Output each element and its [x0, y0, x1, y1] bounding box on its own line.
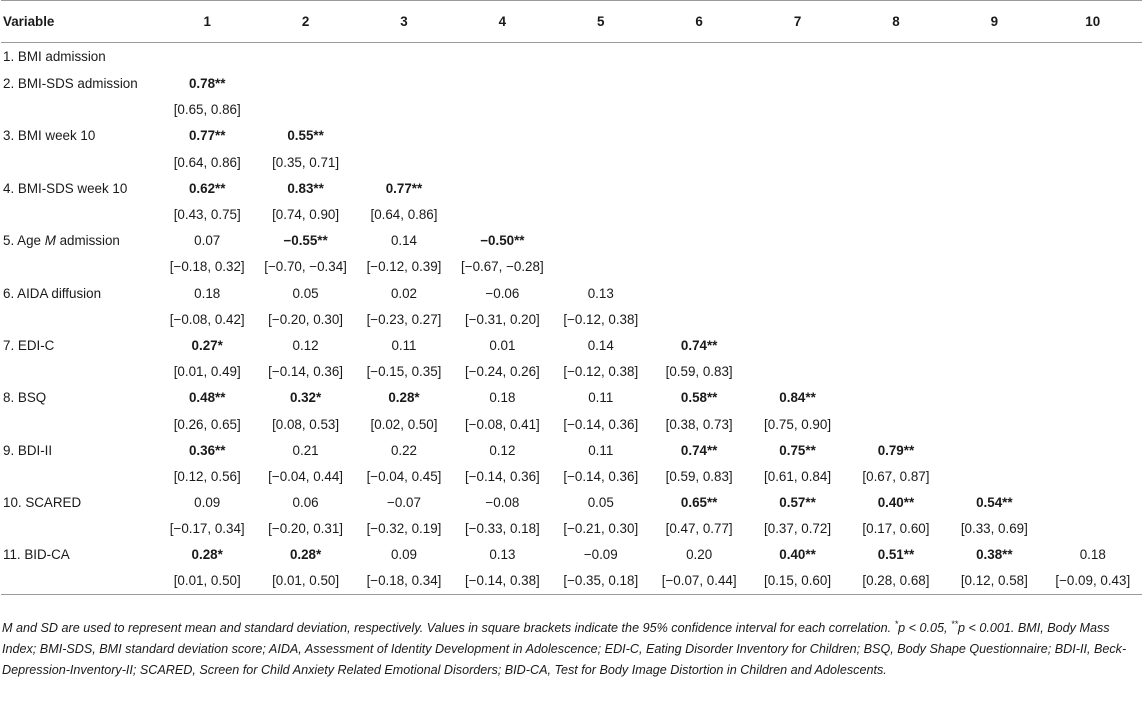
correlation-value: 0.14 — [587, 337, 614, 353]
confidence-interval: [−0.67, −0.28] — [461, 259, 544, 275]
header-col-6: 6 — [650, 1, 748, 43]
empty-cell — [847, 149, 945, 175]
table-row — [1, 175, 1142, 201]
confidence-interval: [0.12, 0.56] — [173, 468, 241, 484]
confidence-interval: [−0.08, 0.41] — [464, 416, 540, 432]
empty-cell — [256, 71, 354, 97]
correlation-value: 0.13 — [587, 285, 614, 301]
header-col-10: 10 — [1044, 1, 1142, 43]
header-col-5: 5 — [552, 1, 650, 43]
table-row — [1, 385, 1142, 411]
confidence-interval: [0.47, 0.77] — [665, 521, 733, 537]
empty-cell — [748, 332, 846, 358]
correlation-value: 0.84** — [779, 390, 816, 406]
correlation-value: 0.11 — [588, 442, 614, 458]
empty-cell — [1044, 228, 1142, 254]
correlation-value: −0.55** — [283, 233, 328, 249]
confidence-interval: [0.61, 0.84] — [764, 468, 832, 484]
empty-cell — [552, 254, 650, 280]
table-row — [1, 490, 1142, 516]
confidence-interval: [−0.14, 0.36] — [464, 468, 540, 484]
correlation-value: 0.62** — [188, 180, 226, 196]
table-row — [1, 71, 1142, 97]
confidence-interval: [0.17, 0.60] — [862, 521, 930, 537]
correlation-value: 0.79** — [877, 442, 915, 458]
correlation-value: −0.09 — [583, 547, 618, 563]
empty-cell — [945, 201, 1043, 227]
empty-cell — [453, 71, 551, 97]
confidence-interval: [−0.70, −0.34] — [264, 259, 347, 275]
table-row — [1, 228, 1142, 254]
row-label-pre: 5. Age — [3, 233, 45, 249]
correlation-value: 0.54** — [976, 495, 1013, 511]
empty-cell — [1, 201, 158, 227]
empty-cell — [650, 71, 748, 97]
empty-cell — [552, 228, 650, 254]
empty-cell — [1, 411, 158, 437]
confidence-interval: [0.33, 0.69] — [960, 521, 1028, 537]
row-label: 1. BMI admission — [3, 49, 106, 65]
row-label: 2. BMI-SDS admission — [3, 76, 138, 92]
empty-cell — [650, 175, 748, 201]
correlation-value: 0.58** — [680, 390, 718, 406]
empty-cell — [847, 306, 945, 332]
empty-cell — [945, 359, 1043, 385]
note-sd: SD — [40, 621, 59, 636]
confidence-interval: [−0.04, 0.44] — [268, 468, 343, 484]
confidence-interval: [−0.31, 0.20] — [464, 311, 540, 327]
empty-cell — [453, 149, 551, 175]
empty-cell — [355, 97, 453, 123]
empty-cell — [748, 306, 846, 332]
correlation-value: 0.48** — [188, 390, 226, 406]
header-col-9: 9 — [945, 1, 1043, 43]
correlation-value: 0.12 — [489, 442, 516, 458]
confidence-interval: [0.67, 0.87] — [862, 468, 930, 484]
empty-cell — [945, 149, 1043, 175]
ci-row — [1, 516, 1142, 542]
empty-cell — [256, 97, 354, 123]
correlation-value: 0.28* — [388, 390, 420, 406]
row-label-em: M — [44, 233, 56, 249]
empty-cell — [1044, 385, 1142, 411]
correlation-value: 0.09 — [390, 547, 417, 563]
empty-cell — [945, 254, 1043, 280]
ci-row — [1, 97, 1142, 123]
empty-cell — [847, 385, 945, 411]
empty-cell — [650, 43, 748, 71]
empty-cell — [1044, 306, 1142, 332]
confidence-interval: [0.38, 0.73] — [665, 416, 733, 432]
empty-cell — [847, 175, 945, 201]
confidence-interval: [0.26, 0.65] — [173, 416, 241, 432]
empty-cell — [453, 175, 551, 201]
confidence-interval: [−0.35, 0.18] — [552, 568, 650, 594]
confidence-interval: [−0.24, 0.26] — [464, 364, 540, 380]
row-label: 9. BDI-II — [3, 442, 53, 458]
empty-cell — [355, 123, 453, 149]
empty-cell — [748, 175, 846, 201]
correlation-value: 0.74** — [680, 442, 718, 458]
correlation-value: 0.40** — [877, 495, 915, 511]
confidence-interval: [−0.14, 0.38] — [453, 568, 551, 594]
empty-cell — [355, 149, 453, 175]
empty-cell — [1044, 411, 1142, 437]
empty-cell — [1, 516, 158, 542]
empty-cell — [552, 149, 650, 175]
confidence-interval: [0.02, 0.50] — [370, 416, 438, 432]
confidence-interval: [0.01, 0.50] — [256, 568, 354, 594]
empty-cell — [1044, 43, 1142, 71]
empty-cell — [945, 306, 1043, 332]
table-row — [1, 280, 1142, 306]
empty-cell — [650, 149, 748, 175]
table-row — [1, 542, 1142, 568]
empty-cell — [256, 43, 354, 71]
empty-cell — [748, 149, 846, 175]
empty-cell — [1044, 254, 1142, 280]
correlation-value: 0.11 — [588, 390, 614, 406]
table-row — [1, 437, 1142, 463]
correlation-value: 0.05 — [587, 495, 614, 511]
empty-cell — [355, 43, 453, 71]
confidence-interval: [−0.33, 0.18] — [464, 521, 540, 537]
table-body — [1, 43, 1142, 595]
note-m: M — [2, 621, 13, 636]
confidence-interval: [0.01, 0.49] — [173, 364, 241, 380]
empty-cell — [355, 71, 453, 97]
header-row — [1, 1, 1142, 43]
empty-cell — [1, 359, 158, 385]
empty-cell — [1044, 97, 1142, 123]
confidence-interval: [0.74, 0.90] — [272, 207, 340, 223]
ci-row — [1, 254, 1142, 280]
confidence-interval: [0.12, 0.58] — [945, 568, 1043, 594]
empty-cell — [847, 332, 945, 358]
correlation-value: 0.13 — [489, 547, 516, 563]
empty-cell — [748, 97, 846, 123]
confidence-interval: [−0.17, 0.34] — [169, 521, 245, 537]
empty-cell — [945, 411, 1043, 437]
confidence-interval: [−0.32, 0.19] — [366, 521, 442, 537]
empty-cell — [945, 385, 1043, 411]
row-label-post: admission — [55, 233, 120, 249]
empty-cell — [1044, 280, 1142, 306]
confidence-interval: [0.64, 0.86] — [370, 207, 438, 223]
confidence-interval: [0.37, 0.72] — [764, 521, 832, 537]
confidence-interval: [0.65, 0.86] — [173, 102, 241, 118]
empty-cell — [552, 201, 650, 227]
empty-cell — [847, 123, 945, 149]
empty-cell — [945, 228, 1043, 254]
empty-cell — [945, 463, 1043, 489]
ci-row — [1, 411, 1142, 437]
correlation-value: 0.05 — [292, 285, 319, 301]
row-label: 6. AIDA diffusion — [3, 285, 102, 301]
empty-cell — [1044, 201, 1142, 227]
correlation-value: 0.20 — [686, 547, 713, 563]
correlation-value: 0.06 — [292, 495, 319, 511]
empty-cell — [1044, 516, 1142, 542]
correlation-value: 0.07 — [194, 233, 221, 249]
correlation-value: 0.65** — [680, 495, 718, 511]
header-col-3: 3 — [355, 1, 453, 43]
confidence-interval: [0.59, 0.83] — [665, 364, 733, 380]
correlation-value: −0.07 — [387, 495, 421, 511]
empty-cell — [945, 97, 1043, 123]
row-label: 7. EDI-C — [3, 337, 55, 353]
confidence-interval: [−0.15, 0.35] — [366, 364, 442, 380]
empty-cell — [650, 97, 748, 123]
empty-cell — [453, 201, 551, 227]
empty-cell — [748, 71, 846, 97]
empty-cell — [453, 97, 551, 123]
empty-cell — [650, 306, 748, 332]
confidence-interval: [−0.20, 0.30] — [268, 311, 343, 327]
empty-cell — [1044, 332, 1142, 358]
empty-cell — [945, 280, 1043, 306]
correlation-value: 0.01 — [489, 337, 516, 353]
correlation-value: −0.06 — [485, 285, 520, 301]
header-col-8: 8 — [847, 1, 945, 43]
correlation-value: 0.22 — [390, 442, 417, 458]
empty-cell — [552, 175, 650, 201]
correlation-value: −0.50** — [480, 233, 525, 249]
empty-cell — [748, 228, 846, 254]
correlation-value: 0.78** — [188, 76, 226, 92]
confidence-interval: [0.15, 0.60] — [748, 568, 846, 594]
confidence-interval: [−0.09, 0.43] — [1044, 568, 1142, 594]
confidence-interval: [−0.07, 0.44] — [650, 568, 748, 594]
empty-cell — [1044, 149, 1142, 175]
correlation-value: 0.02 — [390, 285, 417, 301]
confidence-interval: [−0.14, 0.36] — [268, 364, 343, 380]
confidence-interval: [−0.08, 0.42] — [169, 311, 245, 327]
correlation-value: 0.28* — [191, 547, 223, 563]
confidence-interval: [0.28, 0.68] — [847, 568, 945, 594]
correlation-value: 0.51** — [877, 547, 915, 563]
confidence-interval: [0.08, 0.53] — [272, 416, 340, 432]
row-label — [1, 228, 158, 254]
confidence-interval: [−0.18, 0.34] — [355, 568, 453, 594]
empty-cell — [453, 123, 551, 149]
confidence-interval: [−0.20, 0.31] — [268, 521, 343, 537]
row-label: 4. BMI-SDS week 10 — [3, 180, 128, 196]
confidence-interval: [0.64, 0.86] — [173, 154, 241, 170]
empty-cell — [748, 43, 846, 71]
correlation-value: 0.40** — [779, 547, 816, 563]
header-col-7: 7 — [748, 1, 846, 43]
empty-cell — [945, 43, 1043, 71]
correlation-value: 0.38** — [976, 547, 1013, 563]
correlation-value: 0.11 — [391, 337, 417, 353]
empty-cell — [945, 437, 1043, 463]
empty-cell — [748, 201, 846, 227]
correlation-value: 0.18 — [1079, 547, 1106, 563]
correlation-value: 0.55** — [287, 128, 324, 144]
correlation-value: 0.77** — [188, 128, 226, 144]
header-col-2: 2 — [256, 1, 354, 43]
empty-cell — [1044, 71, 1142, 97]
empty-cell — [552, 43, 650, 71]
correlation-value: 0.57** — [779, 495, 816, 511]
empty-cell — [748, 280, 846, 306]
empty-cell — [1, 463, 158, 489]
empty-cell — [552, 71, 650, 97]
empty-cell — [1044, 359, 1142, 385]
empty-cell — [1, 306, 158, 332]
header-col-1: 1 — [158, 1, 256, 43]
correlation-value: 0.21 — [292, 442, 319, 458]
empty-cell — [847, 254, 945, 280]
table-row — [1, 332, 1142, 358]
table-footnote — [2, 614, 1140, 681]
empty-cell — [650, 228, 748, 254]
ci-row — [1, 359, 1142, 385]
correlation-value: 0.77** — [385, 180, 423, 196]
correlation-value: 0.12 — [292, 337, 319, 353]
confidence-interval: [−0.12, 0.39] — [366, 259, 442, 275]
empty-cell — [847, 201, 945, 227]
header-variable: Variable — [1, 1, 158, 43]
confidence-interval: [−0.04, 0.45] — [366, 468, 442, 484]
empty-cell — [650, 254, 748, 280]
empty-cell — [847, 228, 945, 254]
correlation-value: 0.75** — [779, 442, 816, 458]
row-label: 10. SCARED — [3, 495, 82, 511]
confidence-interval: [−0.21, 0.30] — [563, 521, 639, 537]
row-label: 3. BMI week 10 — [3, 128, 96, 144]
ci-row — [1, 201, 1142, 227]
correlation-value: 0.28* — [289, 547, 322, 563]
empty-cell — [1044, 463, 1142, 489]
empty-cell — [748, 123, 846, 149]
confidence-interval: [0.01, 0.50] — [158, 568, 256, 594]
empty-cell — [847, 359, 945, 385]
confidence-interval: [−0.14, 0.36] — [563, 468, 639, 484]
empty-cell — [453, 43, 551, 71]
correlation-value: 0.74** — [680, 337, 718, 353]
note-star1: * — [894, 619, 899, 629]
header-col-4: 4 — [453, 1, 551, 43]
empty-cell — [847, 43, 945, 71]
note-p2: p < 0.001. BMI, Body Mass Index; BMI-SDS, BMI standard deviation score; AIDA, Assessment of Identity Development in Adolescence; EDI-C, Eating Disorder Inventory for Children; BSQ, Body Shape Questionnaire; BDI-II, Beck-Depression-Inventory-II; SCARED, Screen for Child Anxiety Related Emotional Disorders; BID-CA, Test for Body Image Distortion in Children and Adolescents. — [2, 621, 1127, 678]
confidence-interval: [−0.14, 0.36] — [563, 416, 639, 432]
ci-row — [1, 568, 1142, 594]
correlation-value: 0.14 — [390, 233, 417, 249]
note-star2: ** — [950, 619, 958, 629]
empty-cell — [552, 123, 650, 149]
empty-cell — [847, 280, 945, 306]
empty-cell — [748, 254, 846, 280]
correlation-value: 0.36** — [188, 442, 226, 458]
ci-row — [1, 149, 1142, 175]
correlation-value: 0.09 — [194, 495, 221, 511]
empty-cell — [552, 97, 650, 123]
empty-cell — [1044, 437, 1142, 463]
ci-row — [1, 463, 1142, 489]
confidence-interval: [−0.12, 0.38] — [563, 311, 639, 327]
empty-cell — [1044, 490, 1142, 516]
table-row — [1, 123, 1142, 149]
note-text1: are used to represent mean and standard deviation, respectively. Values in square brackets indicate the 95% confidence interval for each correlation. — [58, 621, 895, 636]
note-p1: p < 0.05, — [898, 621, 951, 636]
empty-cell — [748, 359, 846, 385]
correlation-value: −0.08 — [485, 495, 520, 511]
table-row — [1, 43, 1142, 71]
empty-cell — [847, 71, 945, 97]
correlation-table — [1, 0, 1142, 595]
confidence-interval: [0.75, 0.90] — [764, 416, 832, 432]
note-and: and — [12, 621, 41, 636]
correlation-value: 0.27* — [191, 337, 223, 353]
empty-cell — [945, 123, 1043, 149]
empty-cell — [945, 332, 1043, 358]
empty-cell — [1, 97, 158, 123]
empty-cell — [1, 254, 158, 280]
correlation-value: 0.32* — [289, 390, 322, 406]
ci-row — [1, 306, 1142, 332]
empty-cell — [650, 201, 748, 227]
empty-cell — [1044, 123, 1142, 149]
confidence-interval: [−0.18, 0.32] — [169, 259, 245, 275]
confidence-interval: [0.43, 0.75] — [173, 207, 241, 223]
empty-cell — [158, 43, 256, 71]
empty-cell — [1, 149, 158, 175]
correlation-value: 0.18 — [194, 285, 221, 301]
empty-cell — [847, 97, 945, 123]
empty-cell — [650, 123, 748, 149]
empty-cell — [945, 71, 1043, 97]
confidence-interval: [−0.12, 0.38] — [563, 364, 639, 380]
row-label: 8. BSQ — [3, 390, 47, 406]
confidence-interval: [0.59, 0.83] — [665, 468, 733, 484]
empty-cell — [1, 568, 158, 594]
empty-cell — [945, 175, 1043, 201]
empty-cell — [650, 280, 748, 306]
row-label: 11. BID-CA — [3, 547, 70, 563]
empty-cell — [1044, 175, 1142, 201]
confidence-interval: [−0.23, 0.27] — [366, 311, 442, 327]
correlation-value: 0.18 — [489, 390, 516, 406]
confidence-interval: [0.35, 0.71] — [272, 154, 340, 170]
empty-cell — [847, 411, 945, 437]
correlation-value: 0.83** — [287, 180, 324, 196]
